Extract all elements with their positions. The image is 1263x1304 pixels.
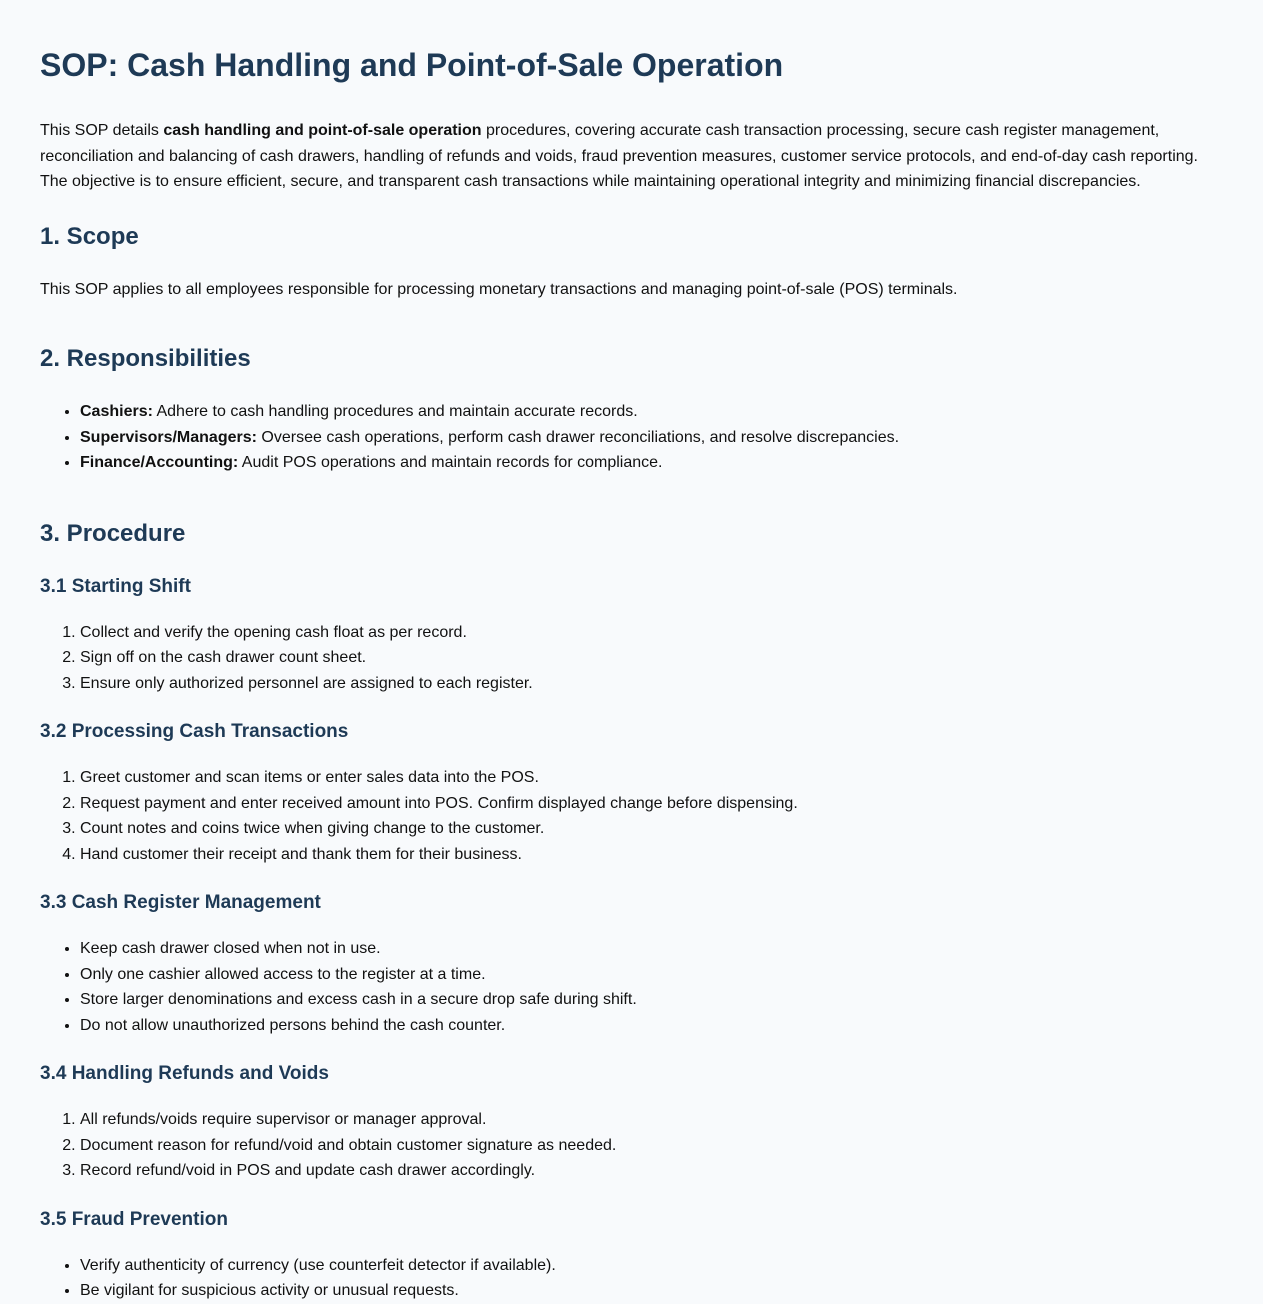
list-item: • Do not allow unauthorized persons behind the cash counter. bbox=[80, 1013, 1223, 1039]
refunds-voids-list bbox=[40, 1107, 1223, 1184]
responsibilities-heading: 2. Responsibilities bbox=[40, 345, 251, 372]
section-heading-refunds-voids: 3.4 Handling Refunds and Voids bbox=[40, 1063, 329, 1084]
list-item bbox=[80, 450, 1223, 476]
list-item: 3. Record refund/void in POS and update cash drawer accordingly. bbox=[80, 1158, 1223, 1184]
scope-heading: 1. Scope bbox=[40, 222, 139, 250]
section-heading-starting-shift: 3.1 Starting Shift bbox=[40, 575, 191, 597]
list-item: 3. Ensure only authorized personnel are assigned to each register. bbox=[80, 671, 1223, 697]
list-item: 2. Document reason for refund/void and obtain customer signature as needed. bbox=[80, 1133, 1223, 1159]
intro-text-end: procedures, covering accurate cash transaction processing, secure cash register management, reconciliation and balancing of cash drawers, handling of refunds and voids, fraud prevention measures, customer service protocols, and end-of-day cash reporting. The objective is to ensure efficient, secure, and transparent cash transactions while maintaining operational integrity and minimizing financial discrepancies. bbox=[40, 122, 1198, 190]
list-item: • Store larger denominations and excess cash in a secure drop safe during shift. bbox=[80, 987, 1223, 1013]
list-item: • Only one cashier allowed access to the register at a time. bbox=[80, 962, 1223, 988]
list-item: 1. Collect and verify the opening cash float as per record. bbox=[80, 620, 1223, 646]
role-description: Oversee cash operations, perform cash drawer reconciliations, and resolve discrepancies. bbox=[256, 428, 900, 446]
intro-text-start: This SOP details bbox=[40, 122, 164, 139]
list-item bbox=[80, 399, 1223, 425]
page-title: SOP: Cash Handling and Point-of-Sale Operation bbox=[40, 47, 784, 83]
responsibilities-list bbox=[40, 399, 1223, 476]
list-item: 3. Count notes and coins twice when giving change to the customer. bbox=[80, 816, 1223, 842]
role-label: Supervisors/Managers: bbox=[80, 428, 257, 446]
section-heading-fraud-prevention: 3.5 Fraud Prevention bbox=[40, 1208, 228, 1230]
list-item: • Keep cash drawer closed when not in use. bbox=[80, 936, 1223, 962]
role-description: Audit POS operations and maintain records for compliance. bbox=[238, 454, 663, 471]
list-item: 2. Request payment and enter received amount into POS. Confirm displayed change before dispensing. bbox=[80, 791, 1223, 817]
section-heading-processing-cash: 3.2 Processing Cash Transactions bbox=[40, 721, 349, 742]
list-item bbox=[80, 425, 1223, 451]
intro-bold-term: cash handling and point-of-sale operation bbox=[163, 122, 482, 139]
intro-paragraph bbox=[40, 118, 1223, 195]
section-heading-register-management: 3.3 Cash Register Management bbox=[40, 892, 321, 913]
list-item: 1. All refunds/voids require supervisor or manager approval. bbox=[80, 1107, 1223, 1133]
role-description: Adhere to cash handling procedures and maintain accurate records. bbox=[152, 403, 638, 420]
procedure-heading: 3. Procedure bbox=[40, 519, 186, 547]
starting-shift-list bbox=[40, 620, 1223, 697]
list-item: • Be vigilant for suspicious activity or unusual requests. bbox=[80, 1278, 1223, 1304]
list-item: 1. Greet customer and scan items or enter sales data into the POS. bbox=[80, 765, 1223, 791]
processing-cash-list bbox=[40, 765, 1223, 867]
register-management-list bbox=[40, 936, 1223, 1038]
role-label: Finance/Accounting: bbox=[80, 454, 239, 471]
list-item: • Verify authenticity of currency (use counterfeit detector if available). bbox=[80, 1253, 1223, 1279]
fraud-prevention-list bbox=[40, 1253, 1223, 1304]
scope-text: This SOP applies to all employees responsible for processing monetary transactions and managing point-of-sale (POS) terminals. bbox=[40, 280, 958, 298]
list-item: 4. Hand customer their receipt and thank them for their business. bbox=[80, 842, 1223, 868]
role-label: Cashiers: bbox=[80, 403, 153, 420]
list-item: 2. Sign off on the cash drawer count sheet. bbox=[80, 645, 1223, 671]
